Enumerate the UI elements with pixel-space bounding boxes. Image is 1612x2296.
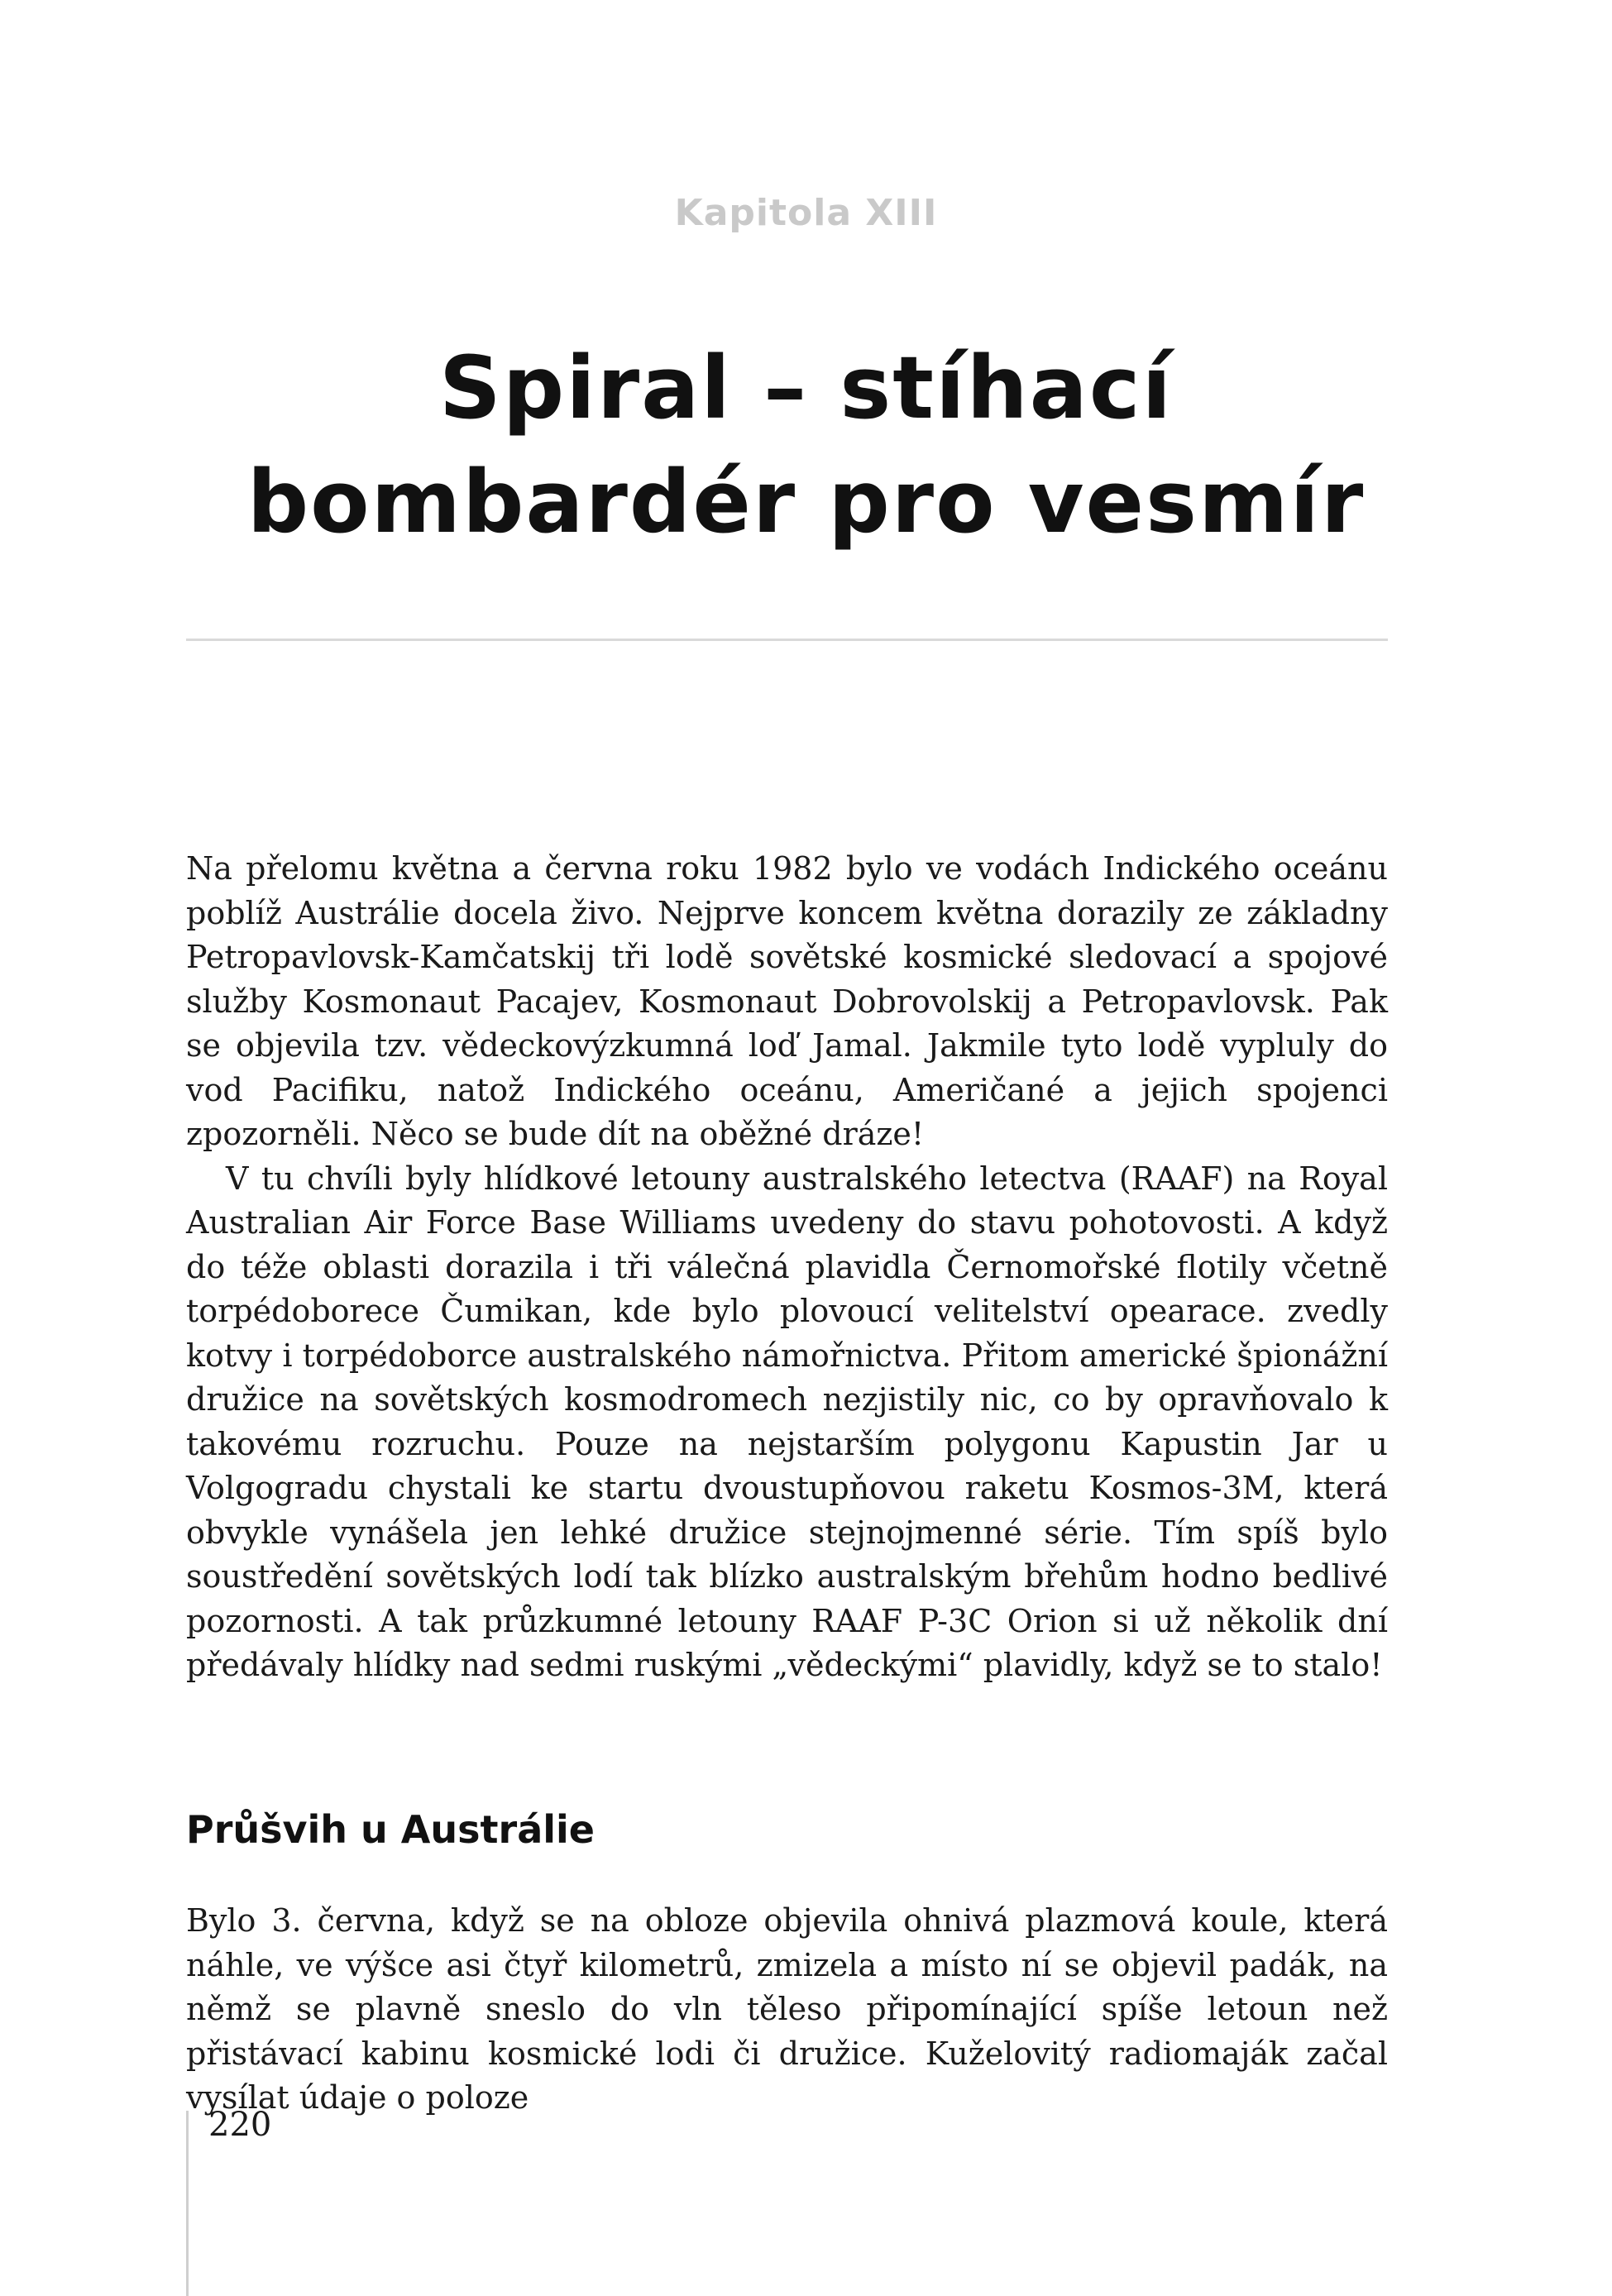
chapter-title	[0, 331, 1612, 559]
section-text	[186, 1899, 1388, 2121]
footer-divider	[186, 2111, 189, 2296]
intro-paragraph-2: V tu chvíli byly hlídkové letouny australského letectva (RAAF) na Royal Australian Air Force Base Williams uvedeny do stavu pohotovosti. A když do téže oblasti dorazila i tři válečná plavidla Černomořské flotily včetně torpédoborece Čumikan, kde bylo plovoucí velitelství opearace. zvedly kotvy i torpédoborce australského námořnictva. Přitom americké špionážní družice na sovětských kosmodromech nezjistily nic, co by opravňovalo k takovému rozruchu. Pouze na nejstarším polygonu Kapustin Jar u Volgogradu chystali ke startu dvoustupňovou raketu Kosmos-3M, která obvykle vynášela jen lehké družice stejnojmenné série. Tím spíš bylo soustředění sovětských lodí tak blízko australským břehům hodno bedlivé pozornosti. A tak průzkumné letouny RAAF P-3C Orion si už několik dní předávaly hlídky nad sedmi ruskými „vědeckými“ plavidly, když se to stalo!	[186, 1160, 1388, 1683]
intro-text	[186, 847, 1388, 1688]
section-paragraph-1: Bylo 3. června, když se na obloze objevila ohnivá plazmová koule, která náhle, ve výšce asi čtyř kilometrů, zmizela a místo ní se objevil padák, na němž se plavně sneslo do vln těleso připomínající spíše letoun než přistávací kabinu kosmické lodi či družice. Kuželovitý radiomaják začal vysílat údaje o poloze	[186, 1902, 1388, 2116]
title-divider	[186, 639, 1388, 641]
intro-paragraph-1: Na přelomu května a června roku 1982 bylo ve vodách Indického oceánu poblíž Austrálie docela živo. Nejprve koncem května dorazily ze základny Petropavlovsk-Kamčatskij tři lodě sovětské kosmické sledovací a spojové služby Kosmonaut Pacajev, Kosmonaut Dobrovolskij a Petropavlovsk. Pak se objevila tzv. vědeckovýzkumná loď Jamal. Jakmile tyto lodě vypluly do vod Pacifiku, natož Indického oceánu, Američané a jejich spojenci zpozorněli. Něco se bude dít na oběžné dráze!	[186, 850, 1388, 1152]
page-number: 220	[208, 2106, 272, 2144]
chapter-label: Kapitola XIII	[674, 192, 938, 234]
chapter-title-line-2: bombardér pro vesmír	[246, 452, 1366, 552]
section-heading: Průšvih u Austrálie	[186, 1807, 595, 1852]
chapter-title-line-1: Spiral – stíhací	[438, 337, 1174, 438]
